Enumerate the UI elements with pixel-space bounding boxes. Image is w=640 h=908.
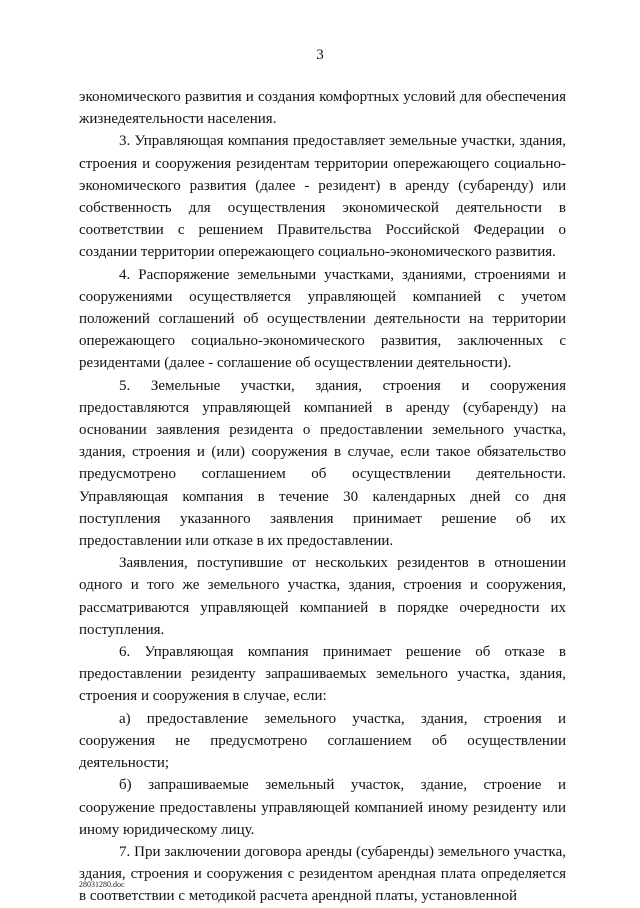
paragraph-subitem-a: а) предоставление земельного участка, здания, строения и сооружения не предусмотрено соглашением об осуществлении деятельности; bbox=[79, 710, 566, 772]
paragraph-continuation: экономического развития и создания комфортных условий для обеспечения жизнедеятельности населения. bbox=[79, 89, 566, 128]
paragraph-item-3: 3. Управляющая компания предоставляет земельные участки, здания, строения и сооружения резидентам территории опережающего социально-экономического развития (далее - резидент) в аренду (субаренду) или собственность для осуществления экономической деятельности в соответствии с решением Правительства Российской Федерации о создании территории опережающего социально-экономического развития. bbox=[79, 133, 566, 261]
paragraph-item-6: 6. Управляющая компания принимает решение об отказе в предоставлении резиденту запрашиваемых земельного участка, здания, строения и сооружения в случае, если: bbox=[79, 644, 566, 705]
paragraph-applications: Заявления, поступившие от нескольких резидентов в отношении одного и того же земельного участка, здания, строения и сооружения, рассматриваются управляющей компанией в порядке очередности их поступления. bbox=[79, 555, 566, 638]
page-number: 3 bbox=[316, 47, 324, 63]
paragraph-subitem-b: б) запрашиваемые земельный участок, здание, строение и сооружение предоставлены управляющей компанией иному резиденту или иному юридическому лицу. bbox=[79, 777, 566, 838]
footer-filename: 28031280.doc bbox=[79, 880, 125, 889]
paragraph-item-5: 5. Земельные участки, здания, строения и сооружения предоставляются управляющей компанией в аренду (субаренду) на основании заявления резидента о предоставлении земельного участка, здания, строения и (или) сооружения в случае, если такое обязательство предусмотрено соглашением об осуществлении деятельности. Управляющая компания в течение 30 календарных дней со дня поступления указанного заявления принимает решение об их предоставлении или отказе в их предоставлении. bbox=[79, 377, 566, 550]
document-body bbox=[79, 86, 566, 908]
paragraph-item-7: 7. При заключении договора аренды (субаренды) земельного участка, здания, строения и сооружения с резидентом арендная плата определяется в соответствии с методикой расчета арендной платы, установленной bbox=[79, 843, 566, 905]
paragraph-item-4: 4. Распоряжение земельными участками, зданиями, строениями и сооружениями осуществляется управляющей компанией с учетом положений соглашений об осуществлении деятельности на территории опережающего социально-экономического развития, заключенных с резидентами (далее - соглашение об осуществлении деятельности). bbox=[79, 266, 566, 372]
